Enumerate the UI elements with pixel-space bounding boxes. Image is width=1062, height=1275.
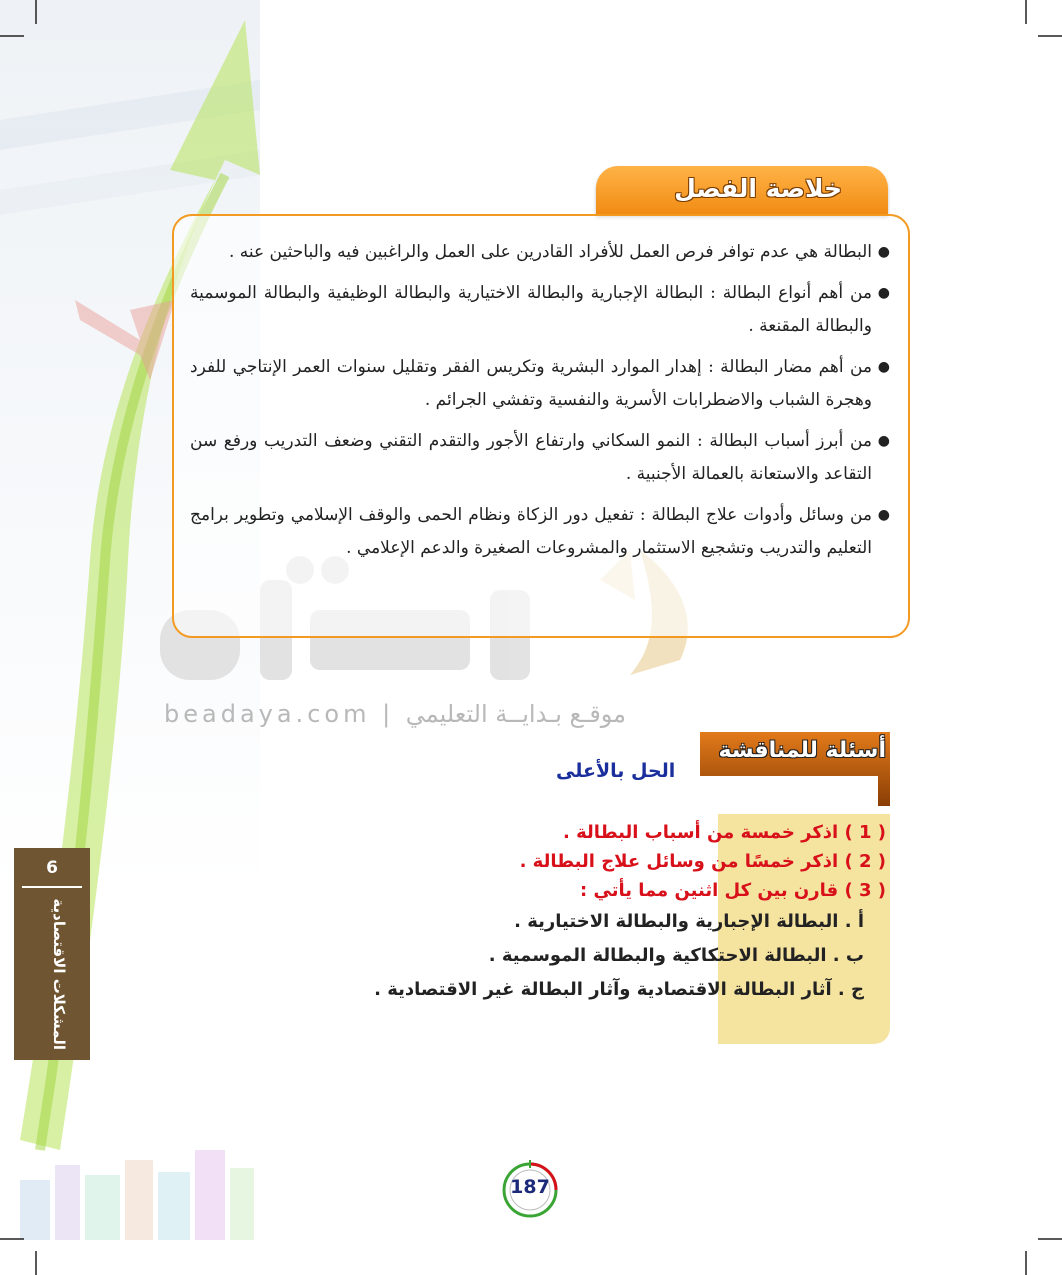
summary-header-tab [596, 166, 888, 216]
summary-item-text: من أبرز أسباب البطالة : النمو السكاني وارتفاع الأجور والتقدم التقني وضعف التدريب ورفع سن التقاعد والاستعانة بالعمالة الأجنبية . [190, 431, 872, 484]
page-number-badge [500, 1160, 560, 1220]
question-sub-item: ب . البطالة الاحتكاكية والبطالة الموسمية . [488, 945, 864, 966]
question-item: ( 1 ) اذكر خمسة من أسباب البطالة . [563, 822, 886, 843]
solution-label: الحل بالأعلى [556, 760, 676, 782]
bullet-icon: ● [877, 244, 890, 260]
bullet-icon: ● [877, 359, 890, 375]
summary-item-text: البطالة هي عدم توافر فرص العمل للأفراد القادرين على العمل والراغبين فيه والباحثين عنه . [228, 242, 872, 262]
chapter-number: 6 [46, 858, 58, 878]
discussion-title: أسئلة للمناقشة [718, 738, 886, 763]
summary-box [172, 214, 910, 638]
question-item: ( 3 ) قارن بين كل اثنين مما يأتي : [580, 880, 886, 901]
summary-item [190, 277, 890, 343]
questions-list [246, 818, 886, 1007]
summary-item [190, 425, 890, 491]
summary-item [190, 236, 890, 269]
bullet-icon: ● [877, 507, 890, 523]
chapter-side-tab [14, 848, 90, 1060]
summary-item-text: من وسائل وأدوات علاج البطالة : تفعيل دور الزكاة ونظام الحمى والوقف الإسلامي وتطوير برامج التعليم والتدريب وتشجيع الاستثمار والمشروعات الصغيرة والدعم الإعلامي . [190, 505, 872, 558]
chapter-title: المشكلات الاقتصادية [50, 898, 68, 1050]
summary-list [190, 236, 890, 573]
bullet-icon: ● [877, 433, 890, 449]
question-item: ( 2 ) اذكر خمسًا من وسائل علاج البطالة . [519, 851, 886, 872]
summary-title: خلاصة الفصل [674, 174, 842, 203]
summary-item [190, 499, 890, 565]
bullet-icon: ● [877, 285, 890, 301]
watermark-text: beadaya.com | موقـع بـدايــة التعليمي [164, 700, 627, 728]
summary-item-text: من أهم مضار البطالة : إهدار الموارد البشرية وتكريس الفقر وتقليل سنوات العمر الإنتاجي للفرد وهجرة الشباب والاضطرابات الأسرية والنفسية وتفشي الجرائم . [190, 357, 872, 410]
question-sub-item: ج . آثار البطالة الاقتصادية وآثار البطالة غير الاقتصادية . [374, 979, 864, 1000]
page-number: 187 [510, 1176, 550, 1198]
summary-item-text: من أهم أنواع البطالة : البطالة الإجبارية والبطالة الاختيارية والبطالة الوظيفية والبطالة الموسمية والبطالة المقنعة . [190, 283, 872, 336]
chapter-divider [22, 886, 82, 888]
summary-item [190, 351, 890, 417]
question-sub-item: أ . البطالة الإجبارية والبطالة الاختيارية . [514, 911, 864, 932]
